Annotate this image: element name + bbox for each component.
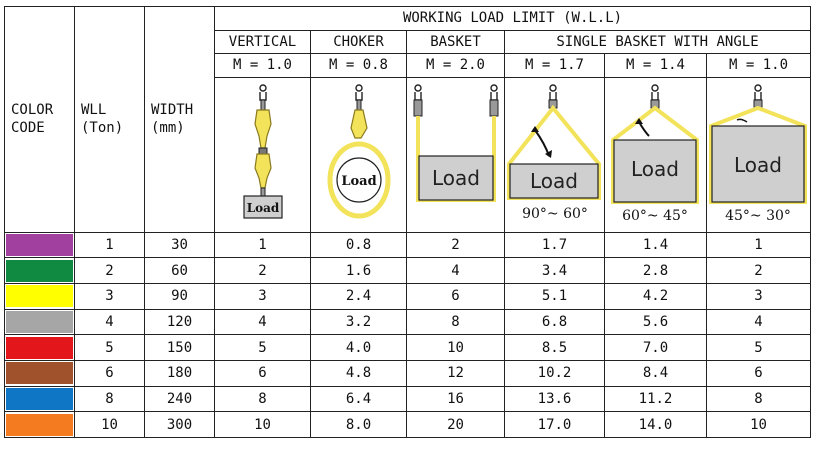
load-label-basket: Load [432,165,480,190]
wll-header [75,7,145,233]
angle-45-30-cell: 10 [707,412,811,438]
color-swatch-cell [5,284,75,310]
table-row [5,335,811,361]
angle-label-60-45: 60°~ 45° [622,207,688,224]
angle-90-60-cell: 1.7 [505,232,605,258]
color-swatch [6,362,73,384]
table-row [5,258,811,284]
color-swatch-cell [5,335,75,361]
diagram-basket [407,77,505,232]
basket-hitch-illustration [407,78,505,226]
color-swatch-cell [5,361,75,387]
width-header [145,7,215,233]
diagram-choker [311,77,407,232]
sling-icon [351,110,367,138]
table-row [5,361,811,387]
wll-cell: 6 [75,361,145,387]
wll-table [4,6,811,438]
choker-cell: 8.0 [311,412,407,438]
choker-cell: 1.6 [311,258,407,284]
choker-cell: 6.4 [311,386,407,412]
load-label-vertical: Load [246,200,280,215]
width-cell: 150 [145,335,215,361]
angle-label-90-60: 90°~ 60° [522,205,588,222]
color-swatch [6,260,73,282]
width-header-line1: WIDTH [151,102,194,119]
color-swatch-cell [5,386,75,412]
multiplier-angle-45-30: M = 1.0 [707,54,811,78]
color-code-header-line2: CODE [11,120,45,137]
color-code-header-line1: COLOR [11,102,54,119]
angle-60-45-cell: 4.2 [605,284,707,310]
color-swatch [6,285,73,307]
diagram-angle-90-60 [505,77,605,232]
choker-cell: 4.0 [311,335,407,361]
width-cell: 300 [145,412,215,438]
wll-cell: 5 [75,335,145,361]
width-cell: 120 [145,309,215,335]
multiplier-basket: M = 2.0 [407,54,505,78]
basket-cell: 16 [407,386,505,412]
diagram-angle-60-45 [605,77,707,232]
angle-45-30-cell: 2 [707,258,811,284]
table-title: WORKING LOAD LIMIT (W.L.L) [215,7,811,31]
hook-icon [652,85,658,100]
width-cell: 60 [145,258,215,284]
basket-cell: 6 [407,284,505,310]
vertical-cell: 4 [215,309,311,335]
width-cell: 90 [145,284,215,310]
angle-45-30-cell: 1 [707,232,811,258]
diagram-angle-45-30 [707,77,811,232]
color-swatch-cell [5,258,75,284]
hook-icon [356,85,362,100]
angle-60-45-cell: 11.2 [605,386,707,412]
basket-cell: 4 [407,258,505,284]
choker-cell: 4.8 [311,361,407,387]
angle-arrow-icon [737,119,747,122]
vertical-hitch-illustration [215,78,311,226]
wll-cell: 4 [75,309,145,335]
angle-60-45-cell: 5.6 [605,309,707,335]
choker-hitch-illustration [311,78,407,226]
category-choker: CHOKER [311,30,407,54]
angle-60-45-cell: 2.8 [605,258,707,284]
angle-60-45-cell: 1.4 [605,232,707,258]
load-label-angle-2: Load [631,156,679,181]
vertical-cell: 3 [215,284,311,310]
wll-cell: 10 [75,412,145,438]
angle-90-60-cell: 5.1 [505,284,605,310]
color-swatch-cell [5,412,75,438]
angle-90-60-cell: 6.8 [505,309,605,335]
basket-cell: 10 [407,335,505,361]
table-row [5,412,811,438]
angle-45-30-cell: 6 [707,361,811,387]
angle-label-45-30: 45°~ 30° [725,207,791,224]
data-rows [5,232,811,437]
color-swatch-cell [5,232,75,258]
basket-cell: 12 [407,361,505,387]
angle-90-60-cell: 8.5 [505,335,605,361]
angle-60-45-illustration [605,78,705,226]
color-swatch [6,234,73,256]
hook-icon [755,85,761,100]
width-cell: 180 [145,361,215,387]
wll-cell: 8 [75,386,145,412]
angle-60-45-cell: 14.0 [605,412,707,438]
category-single-basket-angle: SINGLE BASKET WITH ANGLE [505,30,811,54]
choker-cell: 2.4 [311,284,407,310]
angle-45-30-cell: 4 [707,309,811,335]
choker-cell: 3.2 [311,309,407,335]
table-row [5,309,811,335]
angle-60-45-cell: 7.0 [605,335,707,361]
table-row [5,284,811,310]
angle-90-60-cell: 10.2 [505,361,605,387]
angle-45-30-illustration [707,78,809,226]
wll-cell: 3 [75,284,145,310]
basket-cell: 2 [407,232,505,258]
angle-arrow-icon [535,130,549,156]
vertical-cell: 5 [215,335,311,361]
load-label-angle-1: Load [530,168,578,193]
color-swatch-cell [5,309,75,335]
multiplier-choker: M = 0.8 [311,54,407,78]
wll-cell: 2 [75,258,145,284]
hook-icon [550,85,556,100]
color-swatch [6,388,73,410]
multiplier-angle-90-60: M = 1.7 [505,54,605,78]
load-label-choker: Load [341,173,377,189]
vertical-cell: 1 [215,232,311,258]
angle-90-60-cell: 17.0 [505,412,605,438]
wll-header-line2: (Ton) [81,120,124,137]
hook-right-icon [491,85,497,100]
angle-45-30-cell: 5 [707,335,811,361]
color-swatch [6,414,73,436]
vertical-cell: 2 [215,258,311,284]
load-label-angle-3: Load [734,152,782,177]
vertical-cell: 10 [215,412,311,438]
wll-cell: 1 [75,232,145,258]
category-vertical: VERTICAL [215,30,311,54]
color-swatch [6,311,73,333]
table-row [5,232,811,258]
color-swatch [6,337,73,359]
wll-header-line1: WLL [81,102,107,119]
sling-upper-icon [255,110,271,148]
sling-lower-icon [255,154,271,188]
angle-90-60-cell: 13.6 [505,386,605,412]
angle-45-30-cell: 8 [707,386,811,412]
hook-left-icon [415,85,421,100]
multiplier-vertical: M = 1.0 [215,54,311,78]
width-header-line2: (mm) [151,120,185,137]
width-cell: 240 [145,386,215,412]
table-row [5,386,811,412]
choker-cell: 0.8 [311,232,407,258]
category-basket: BASKET [407,30,505,54]
color-code-header [5,7,75,233]
angle-60-45-cell: 8.4 [605,361,707,387]
multiplier-angle-60-45: M = 1.4 [605,54,707,78]
hook-icon [260,85,266,100]
angle-90-60-illustration [505,78,605,226]
width-cell: 30 [145,232,215,258]
angle-45-30-cell: 3 [707,284,811,310]
basket-cell: 8 [407,309,505,335]
angle-arrow-icon [639,122,649,136]
vertical-cell: 6 [215,361,311,387]
vertical-cell: 8 [215,386,311,412]
basket-cell: 20 [407,412,505,438]
diagram-vertical [215,77,311,232]
angle-90-60-cell: 3.4 [505,258,605,284]
